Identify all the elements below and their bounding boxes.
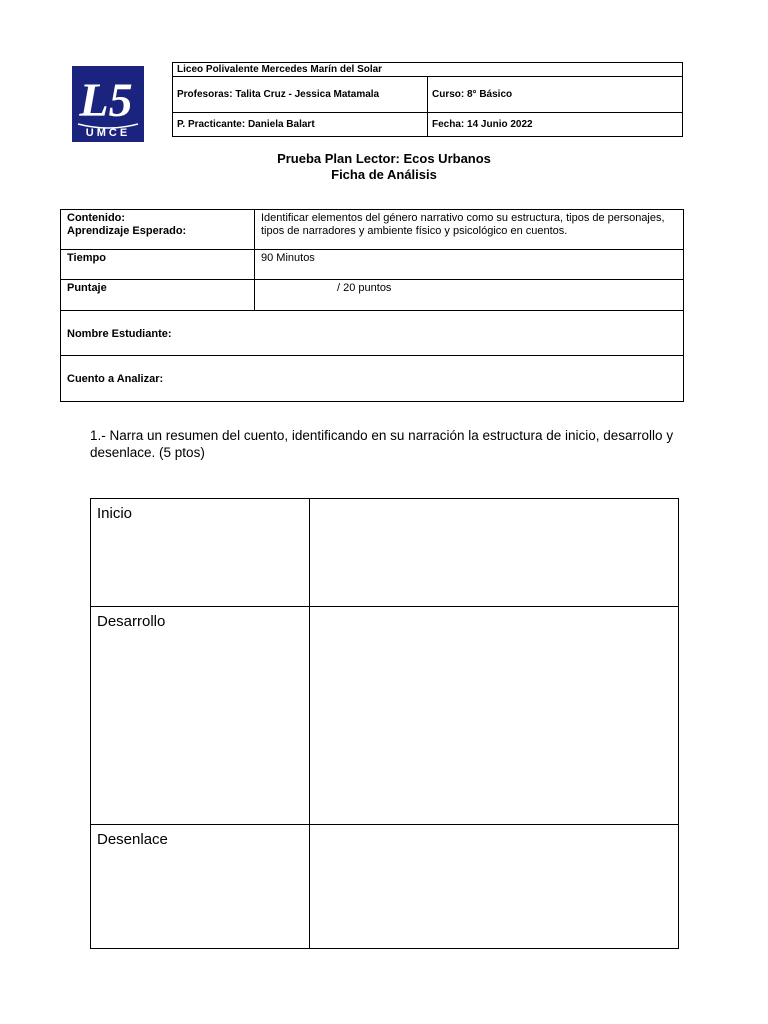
contenido-cell <box>61 210 255 250</box>
nombre-estudiante-field[interactable]: Nombre Estudiante: <box>61 311 684 356</box>
tiempo-value: 90 Minutos <box>255 250 684 280</box>
cuento-analizar-field[interactable]: Cuento a Analizar: <box>61 356 684 402</box>
date: Fecha: 14 Junio 2022 <box>428 113 683 137</box>
desarrollo-answer-box[interactable] <box>310 607 679 825</box>
desenlace-label: Desenlace <box>91 825 310 949</box>
aprendizaje-label: Aprendizaje Esperado: <box>67 225 187 237</box>
school-logo <box>72 66 144 142</box>
aprendizaje-value: Identificar elementos del género narrativo como su estructura, tipos de personajes, tipos de narradores y ambiente físico y psicológico en cuentos. <box>255 210 684 250</box>
desarrollo-label: Desarrollo <box>91 607 310 825</box>
puntaje-value: / 20 puntos <box>255 280 684 311</box>
inicio-label: Inicio <box>91 499 310 607</box>
course: Curso: 8° Básico <box>428 77 683 113</box>
inicio-answer-box[interactable] <box>310 499 679 607</box>
page-title: Prueba Plan Lector: Ecos Urbanos <box>277 151 491 166</box>
puntaje-label: Puntaje <box>61 280 255 311</box>
contenido-label: Contenido: <box>67 212 126 224</box>
desenlace-answer-box[interactable] <box>310 825 679 949</box>
logo-subtext: UMCE <box>85 127 131 139</box>
info-table <box>60 209 684 402</box>
header-table <box>172 62 683 137</box>
teachers: Profesoras: Talita Cruz - Jessica Matamala <box>173 77 428 113</box>
tiempo-label: Tiempo <box>61 250 255 280</box>
school-name: Liceo Polivalente Mercedes Marín del Solar <box>173 63 683 77</box>
story-structure-table <box>90 498 679 949</box>
page-subtitle: Ficha de Análisis <box>331 167 437 182</box>
practicante: P. Practicante: Daniela Balart <box>173 113 428 137</box>
logo-text: L5 <box>79 74 133 127</box>
question-1: 1.- Narra un resumen del cuento, identificando en su narración la estructura de inicio, desarrollo y desenlace. (5 ptos) <box>90 428 674 460</box>
